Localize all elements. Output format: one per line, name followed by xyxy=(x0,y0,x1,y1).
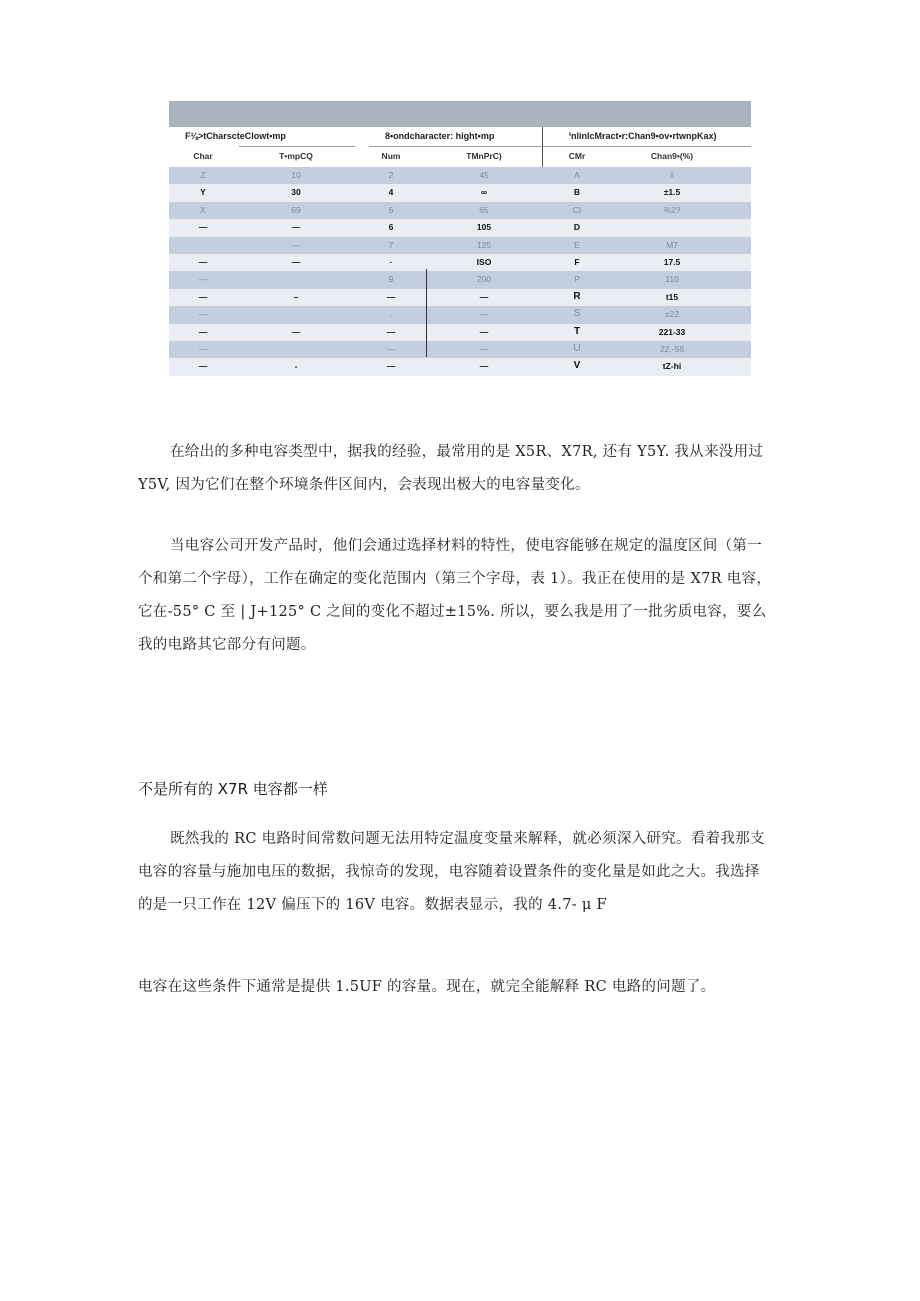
table-cell: — xyxy=(479,326,489,337)
capacitor-code-table xyxy=(169,101,751,382)
text-line: 既然我的 RC 电路时间常数问题无法用特定温度变量来解释，就必须深入研究。看着我那支 xyxy=(170,831,765,847)
table-header-bar xyxy=(169,101,751,127)
table-cell: Y xyxy=(200,187,206,198)
table-cell: ii xyxy=(670,170,674,180)
table-cell: — xyxy=(291,239,301,250)
table-cell: S xyxy=(573,308,581,320)
table-row xyxy=(169,202,751,219)
table-row xyxy=(169,271,751,288)
table-cell: ±1.5 xyxy=(663,187,681,198)
table-cell: — xyxy=(198,326,208,337)
table-cell: 6 xyxy=(388,222,394,233)
table-cell: — xyxy=(479,361,489,372)
text-line: 当电容公司开发产品时，他们会通过选择材料的特性，使电容能够在规定的温度区间（第一 xyxy=(170,538,762,554)
table-cell: P xyxy=(574,274,580,285)
table-cell: 2 xyxy=(388,170,394,180)
table-cell: — xyxy=(291,257,301,267)
table-cell: — xyxy=(479,344,489,354)
table-cell: 221-33 xyxy=(658,326,686,337)
table-cell: 7 xyxy=(388,239,394,250)
paragraph-3 xyxy=(138,823,788,922)
table-row xyxy=(169,219,751,236)
text-line: 的是一只工作在 12V 偏压下的 16V 电容。数据表显示，我的 4.7- μ F xyxy=(138,897,607,913)
table-cell: 69 xyxy=(291,204,301,215)
table-cell: R xyxy=(573,290,581,302)
group-header-second: 8•ondcharacter: hight•mp xyxy=(385,131,495,141)
text-line: 电容在这些条件下通常是提供 1.5UF 的容量。现在，就完全能解释 RC 电路的问题了。 xyxy=(138,979,716,995)
table-cell: — xyxy=(479,309,489,320)
table-cell: 65 xyxy=(479,204,489,215)
table-cell: - xyxy=(294,361,298,372)
table-cell: 6 xyxy=(388,204,394,215)
table-cell: Z xyxy=(200,170,206,180)
table-row xyxy=(169,254,751,271)
text-line: 电容的容量与施加电压的数据，我惊奇的发现，电容随着设置条件的变化量是如此之大。我选择 xyxy=(138,864,760,880)
table-cell: — xyxy=(198,344,208,354)
table-row xyxy=(169,289,751,306)
text-line: 在给出的多种电容类型中，据我的经验，最常用的是 X5R、X7R, 还有 Y5Y. 我从来没用过 xyxy=(170,444,764,460)
table-cell: . xyxy=(389,309,393,320)
text-line: 个和第二个字母），工作在确定的变化范围内（第三个字母，表 1）。我正在使用的是 X7R 电容， xyxy=(138,571,772,587)
table-row xyxy=(169,167,751,184)
table-cell: — xyxy=(291,222,301,233)
col-header: TMnPrC) xyxy=(466,151,502,161)
col-header: CMr xyxy=(568,151,586,161)
text-line: Y5V, 因为它们在整个环境条件区间内，会表现出极大的电容量变化。 xyxy=(138,477,590,493)
col-header: Num xyxy=(381,151,401,161)
table-cell: 4 xyxy=(388,187,394,198)
paragraph-1 xyxy=(138,436,788,502)
col-header: Chan9•(%) xyxy=(650,151,694,161)
table-cell: 110 xyxy=(665,274,679,285)
table-cell: — xyxy=(198,309,208,320)
text-line: 它在-55° C 至 | J+125° C 之间的变化不超过±15%. 所以，要么我是用了一批劣质电容，要么 xyxy=(138,604,767,620)
table-cell: — xyxy=(386,344,396,354)
section-heading: 不是所有的 X7R 电容都一样 xyxy=(138,780,328,798)
table-cell: — xyxy=(198,274,208,285)
table-cell: B xyxy=(573,187,581,198)
table-row xyxy=(169,306,751,323)
table-cell: A xyxy=(574,170,580,180)
table-row xyxy=(169,184,751,201)
table-cell: M7 xyxy=(666,239,678,250)
table-cell: — xyxy=(198,291,208,302)
table-cell: — xyxy=(386,291,396,302)
table-cell: T xyxy=(573,325,581,337)
table-cell: — xyxy=(291,326,301,337)
table-cell: — xyxy=(198,222,208,233)
table-row xyxy=(169,237,751,254)
row-separator-line xyxy=(426,269,427,357)
table-row xyxy=(169,358,751,375)
table-cell: ±22 xyxy=(664,309,680,320)
table-cell: CI xyxy=(572,204,582,215)
group-header-third: ⁱnlinlcMract•r:Chan9•ov•rtwnpKax) xyxy=(569,131,717,141)
table-column-headers xyxy=(169,147,751,167)
table-cell: ∞ xyxy=(480,187,488,198)
table-row xyxy=(169,324,751,341)
table-cell: %2? xyxy=(663,204,681,215)
table-cell: F xyxy=(574,257,580,267)
col-header: T•mpCQ xyxy=(279,151,313,161)
table-cell: 10 xyxy=(291,170,301,180)
table-cell: tZ-hi xyxy=(662,361,682,372)
table-cell: 17.5 xyxy=(663,257,681,267)
table-cell: 105 xyxy=(476,222,492,233)
table-group-headers xyxy=(169,127,751,147)
table-cell: – xyxy=(293,291,299,302)
table-cell: 22,-56 xyxy=(659,344,685,354)
text-line: 我的电路其它部分有问题。 xyxy=(138,637,316,653)
table-cell: X xyxy=(200,204,206,215)
table-cell: ISO xyxy=(476,257,492,267)
table-cell: 200 xyxy=(476,274,492,285)
table-cell: E xyxy=(574,239,580,250)
table-cell: — xyxy=(386,361,396,372)
table-cell: 125 xyxy=(476,239,492,250)
col-header: Char xyxy=(193,151,213,161)
table-cell: t15 xyxy=(665,291,679,302)
table-cell: 30 xyxy=(291,187,301,198)
paragraph-4 xyxy=(138,971,788,1004)
table-cell: — xyxy=(198,361,208,372)
table-row xyxy=(169,341,751,358)
table-cell: — xyxy=(479,291,489,302)
table-cell: · xyxy=(389,257,393,267)
group-header-first: F⅛>tCharscteClowt•mp xyxy=(185,131,286,141)
table-cell: — xyxy=(198,257,208,267)
table-cell: D xyxy=(573,222,581,233)
table-cell: 9 xyxy=(388,274,394,285)
table-cell: V xyxy=(573,360,581,372)
table-cell: 45 xyxy=(479,170,489,180)
paragraph-2 xyxy=(138,530,788,662)
table-cell: U xyxy=(573,343,581,354)
table-cell: — xyxy=(386,326,396,337)
